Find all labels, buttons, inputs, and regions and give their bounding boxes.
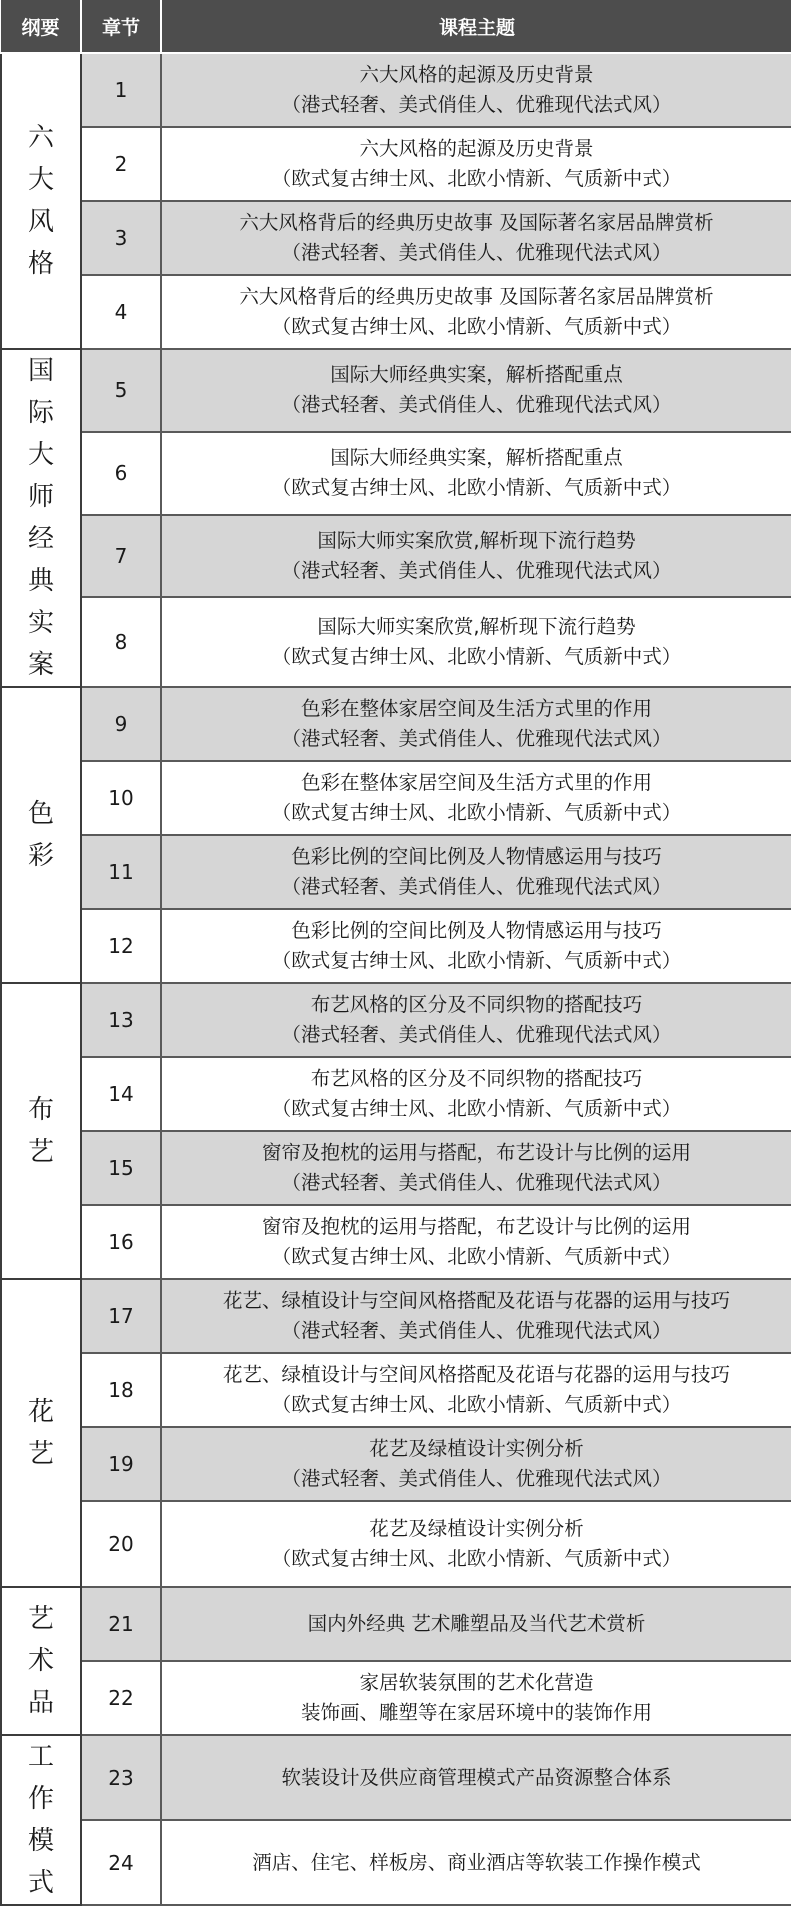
table-row: [1, 1057, 791, 1131]
outline-cell: [1, 983, 81, 1279]
outline-cell: [1, 1587, 81, 1735]
topic-subtitle: （欧式复古绅士风、北欧小情新、气质新中式）: [271, 315, 682, 338]
table-row: [1, 1131, 791, 1205]
topic-cell: [161, 1661, 791, 1735]
chapter-number: 16: [81, 1205, 161, 1279]
topic-cell: [161, 201, 791, 275]
table-row: [1, 597, 791, 687]
chapter-number: 3: [81, 201, 161, 275]
topic-title: 国际大师实案欣赏,解析现下流行趋势: [317, 529, 636, 553]
topic-title: 六大风格背后的经典历史故事 及国际著名家居品牌赏析: [239, 211, 714, 234]
topic-title: 窗帘及抱枕的运用与搭配，布艺设计与比例的运用: [261, 1215, 691, 1238]
outline-label: 色彩: [27, 799, 54, 871]
chapter-number: 21: [81, 1587, 161, 1661]
chapter-number: 10: [81, 761, 161, 835]
outline-cell: [1, 1735, 81, 1905]
topic-cell: [161, 127, 791, 201]
topic-cell: [161, 1057, 791, 1131]
header-outline: 纲要: [1, 0, 81, 53]
topic-title: 六大风格背后的经典历史故事 及国际著名家居品牌赏析: [239, 285, 714, 308]
topic-title: 六大风格的起源及历史背景: [359, 137, 594, 160]
topic-cell: [161, 761, 791, 835]
topic-cell: [161, 1587, 791, 1661]
chapter-number: 5: [81, 349, 161, 432]
topic-title: 布艺风格的区分及不同织物的搭配技巧: [310, 1067, 643, 1090]
header-topic: 课程主题: [161, 0, 791, 53]
outline-label: 花艺: [27, 1397, 54, 1469]
topic-title: 花艺、绿植设计与空间风格搭配及花语与花器的运用与技巧: [222, 1363, 730, 1386]
table-row: [1, 761, 791, 835]
table-row: [1, 1353, 791, 1427]
table-row: [1, 1427, 791, 1501]
topic-title: 色彩在整体家居空间及生活方式里的作用: [300, 697, 652, 720]
topic-cell: [161, 909, 791, 983]
outline-label: 布艺: [27, 1095, 54, 1167]
topic-subtitle: （欧式复古绅士风、北欧小情新、气质新中式）: [271, 1547, 682, 1570]
chapter-number: 4: [81, 275, 161, 349]
chapter-number: 11: [81, 835, 161, 909]
outline-label: 艺术品: [27, 1604, 54, 1718]
topic-cell: [161, 1820, 791, 1905]
topic-cell: [161, 687, 791, 761]
table-row: [1, 687, 791, 761]
topic-title: 花艺及绿植设计实例分析: [369, 1517, 584, 1540]
topic-cell: [161, 432, 791, 515]
topic-title: 色彩比例的空间比例及人物情感运用与技巧: [291, 845, 662, 868]
topic-cell: [161, 515, 791, 598]
topic-cell: [161, 1131, 791, 1205]
table-row: [1, 201, 791, 275]
topic-title: 国际大师经典实案，解析搭配重点: [330, 446, 623, 470]
chapter-number: 14: [81, 1057, 161, 1131]
outline-cell: [1, 53, 81, 349]
chapter-number: 22: [81, 1661, 161, 1735]
table-row: [1, 1501, 791, 1587]
topic-subtitle: （欧式复古绅士风、北欧小情新、气质新中式）: [271, 476, 682, 500]
topic-title: 花艺、绿植设计与空间风格搭配及花语与花器的运用与技巧: [222, 1289, 730, 1312]
chapter-number: 13: [81, 983, 161, 1057]
topic-cell: [161, 983, 791, 1057]
table-row: [1, 909, 791, 983]
topic-title: 花艺及绿植设计实例分析: [369, 1437, 584, 1460]
chapter-number: 2: [81, 127, 161, 201]
chapter-number: 23: [81, 1735, 161, 1820]
topic-cell: [161, 1353, 791, 1427]
topic-title: 色彩在整体家居空间及生活方式里的作用: [300, 771, 652, 794]
topic-title: 国际大师经典实案，解析搭配重点: [330, 363, 623, 387]
table-row: [1, 349, 791, 432]
table-row: [1, 1587, 791, 1661]
topic-subtitle: （欧式复古绅士风、北欧小情新、气质新中式）: [271, 1393, 682, 1416]
topic-cell: [161, 835, 791, 909]
topic-cell: [161, 53, 791, 127]
topic-title: 色彩比例的空间比例及人物情感运用与技巧: [291, 919, 662, 942]
topic-subtitle: （港式轻奢、美式俏佳人、优雅现代法式风）: [281, 1467, 672, 1490]
table-row: [1, 275, 791, 349]
topic-title: 家居软装氛围的艺术化营造: [359, 1671, 594, 1694]
topic-title: 软装设计及供应商管理模式产品资源整合体系: [281, 1765, 672, 1789]
topic-cell: [161, 1279, 791, 1353]
chapter-number: 8: [81, 597, 161, 687]
chapter-number: 15: [81, 1131, 161, 1205]
chapter-number: 6: [81, 432, 161, 515]
topic-subtitle: （港式轻奢、美式俏佳人、优雅现代法式风）: [281, 241, 672, 264]
topic-subtitle: （港式轻奢、美式俏佳人、优雅现代法式风）: [281, 559, 672, 583]
topic-subtitle: （欧式复古绅士风、北欧小情新、气质新中式）: [271, 1097, 682, 1120]
topic-cell: [161, 1427, 791, 1501]
table-row: [1, 127, 791, 201]
outline-label: 六大风格: [27, 123, 54, 279]
topic-cell: [161, 1205, 791, 1279]
header-chapter: 章节: [81, 0, 161, 53]
table-body: [1, 53, 791, 1905]
outline-cell: [1, 1279, 81, 1587]
topic-cell: [161, 597, 791, 687]
table-row: [1, 1735, 791, 1820]
topic-subtitle: （欧式复古绅士风、北欧小情新、气质新中式）: [271, 801, 682, 824]
chapter-number: 17: [81, 1279, 161, 1353]
topic-cell: [161, 1501, 791, 1587]
chapter-number: 9: [81, 687, 161, 761]
topic-subtitle: （欧式复古绅士风、北欧小情新、气质新中式）: [271, 167, 682, 190]
topic-subtitle: （港式轻奢、美式俏佳人、优雅现代法式风）: [281, 393, 672, 417]
topic-cell: [161, 1735, 791, 1820]
topic-subtitle: （港式轻奢、美式俏佳人、优雅现代法式风）: [281, 1171, 672, 1194]
topic-subtitle: （港式轻奢、美式俏佳人、优雅现代法式风）: [281, 727, 672, 750]
chapter-number: 7: [81, 515, 161, 598]
table-row: [1, 983, 791, 1057]
table-row: [1, 53, 791, 127]
topic-subtitle: 装饰画、雕塑等在家居环境中的装饰作用: [300, 1701, 652, 1724]
topic-title: 酒店、住宅、样板房、商业酒店等软装工作操作模式: [252, 1850, 701, 1874]
table-row: [1, 1820, 791, 1905]
topic-title: 布艺风格的区分及不同织物的搭配技巧: [310, 993, 643, 1016]
topic-subtitle: （港式轻奢、美式俏佳人、优雅现代法式风）: [281, 1023, 672, 1046]
topic-title: 窗帘及抱枕的运用与搭配，布艺设计与比例的运用: [261, 1141, 691, 1164]
table-row: [1, 1205, 791, 1279]
chapter-number: 24: [81, 1820, 161, 1905]
outline-cell: [1, 687, 81, 983]
topic-cell: [161, 275, 791, 349]
table-row: [1, 835, 791, 909]
topic-subtitle: （港式轻奢、美式俏佳人、优雅现代法式风）: [281, 93, 672, 116]
topic-cell: [161, 349, 791, 432]
table-row: [1, 515, 791, 598]
topic-subtitle: （欧式复古绅士风、北欧小情新、气质新中式）: [271, 1245, 682, 1268]
topic-subtitle: （欧式复古绅士风、北欧小情新、气质新中式）: [271, 949, 682, 972]
topic-title: 六大风格的起源及历史背景: [359, 63, 594, 86]
chapter-number: 19: [81, 1427, 161, 1501]
topic-title: 国内外经典 艺术雕塑品及当代艺术赏析: [307, 1612, 646, 1635]
outline-label: 工作模式: [27, 1742, 54, 1898]
topic-subtitle: （港式轻奢、美式俏佳人、优雅现代法式风）: [281, 1319, 672, 1342]
outline-cell: [1, 349, 81, 687]
chapter-number: 20: [81, 1501, 161, 1587]
topic-title: 国际大师实案欣赏,解析现下流行趋势: [317, 615, 636, 639]
topic-subtitle: （港式轻奢、美式俏佳人、优雅现代法式风）: [281, 875, 672, 898]
outline-label: 国际大师经典实案: [27, 356, 54, 680]
chapter-number: 1: [81, 53, 161, 127]
header-row: [1, 0, 791, 53]
table-row: [1, 1661, 791, 1735]
chapter-number: 12: [81, 909, 161, 983]
topic-subtitle: （欧式复古绅士风、北欧小情新、气质新中式）: [271, 645, 682, 669]
table-row: [1, 1279, 791, 1353]
table-row: [1, 432, 791, 515]
chapter-number: 18: [81, 1353, 161, 1427]
